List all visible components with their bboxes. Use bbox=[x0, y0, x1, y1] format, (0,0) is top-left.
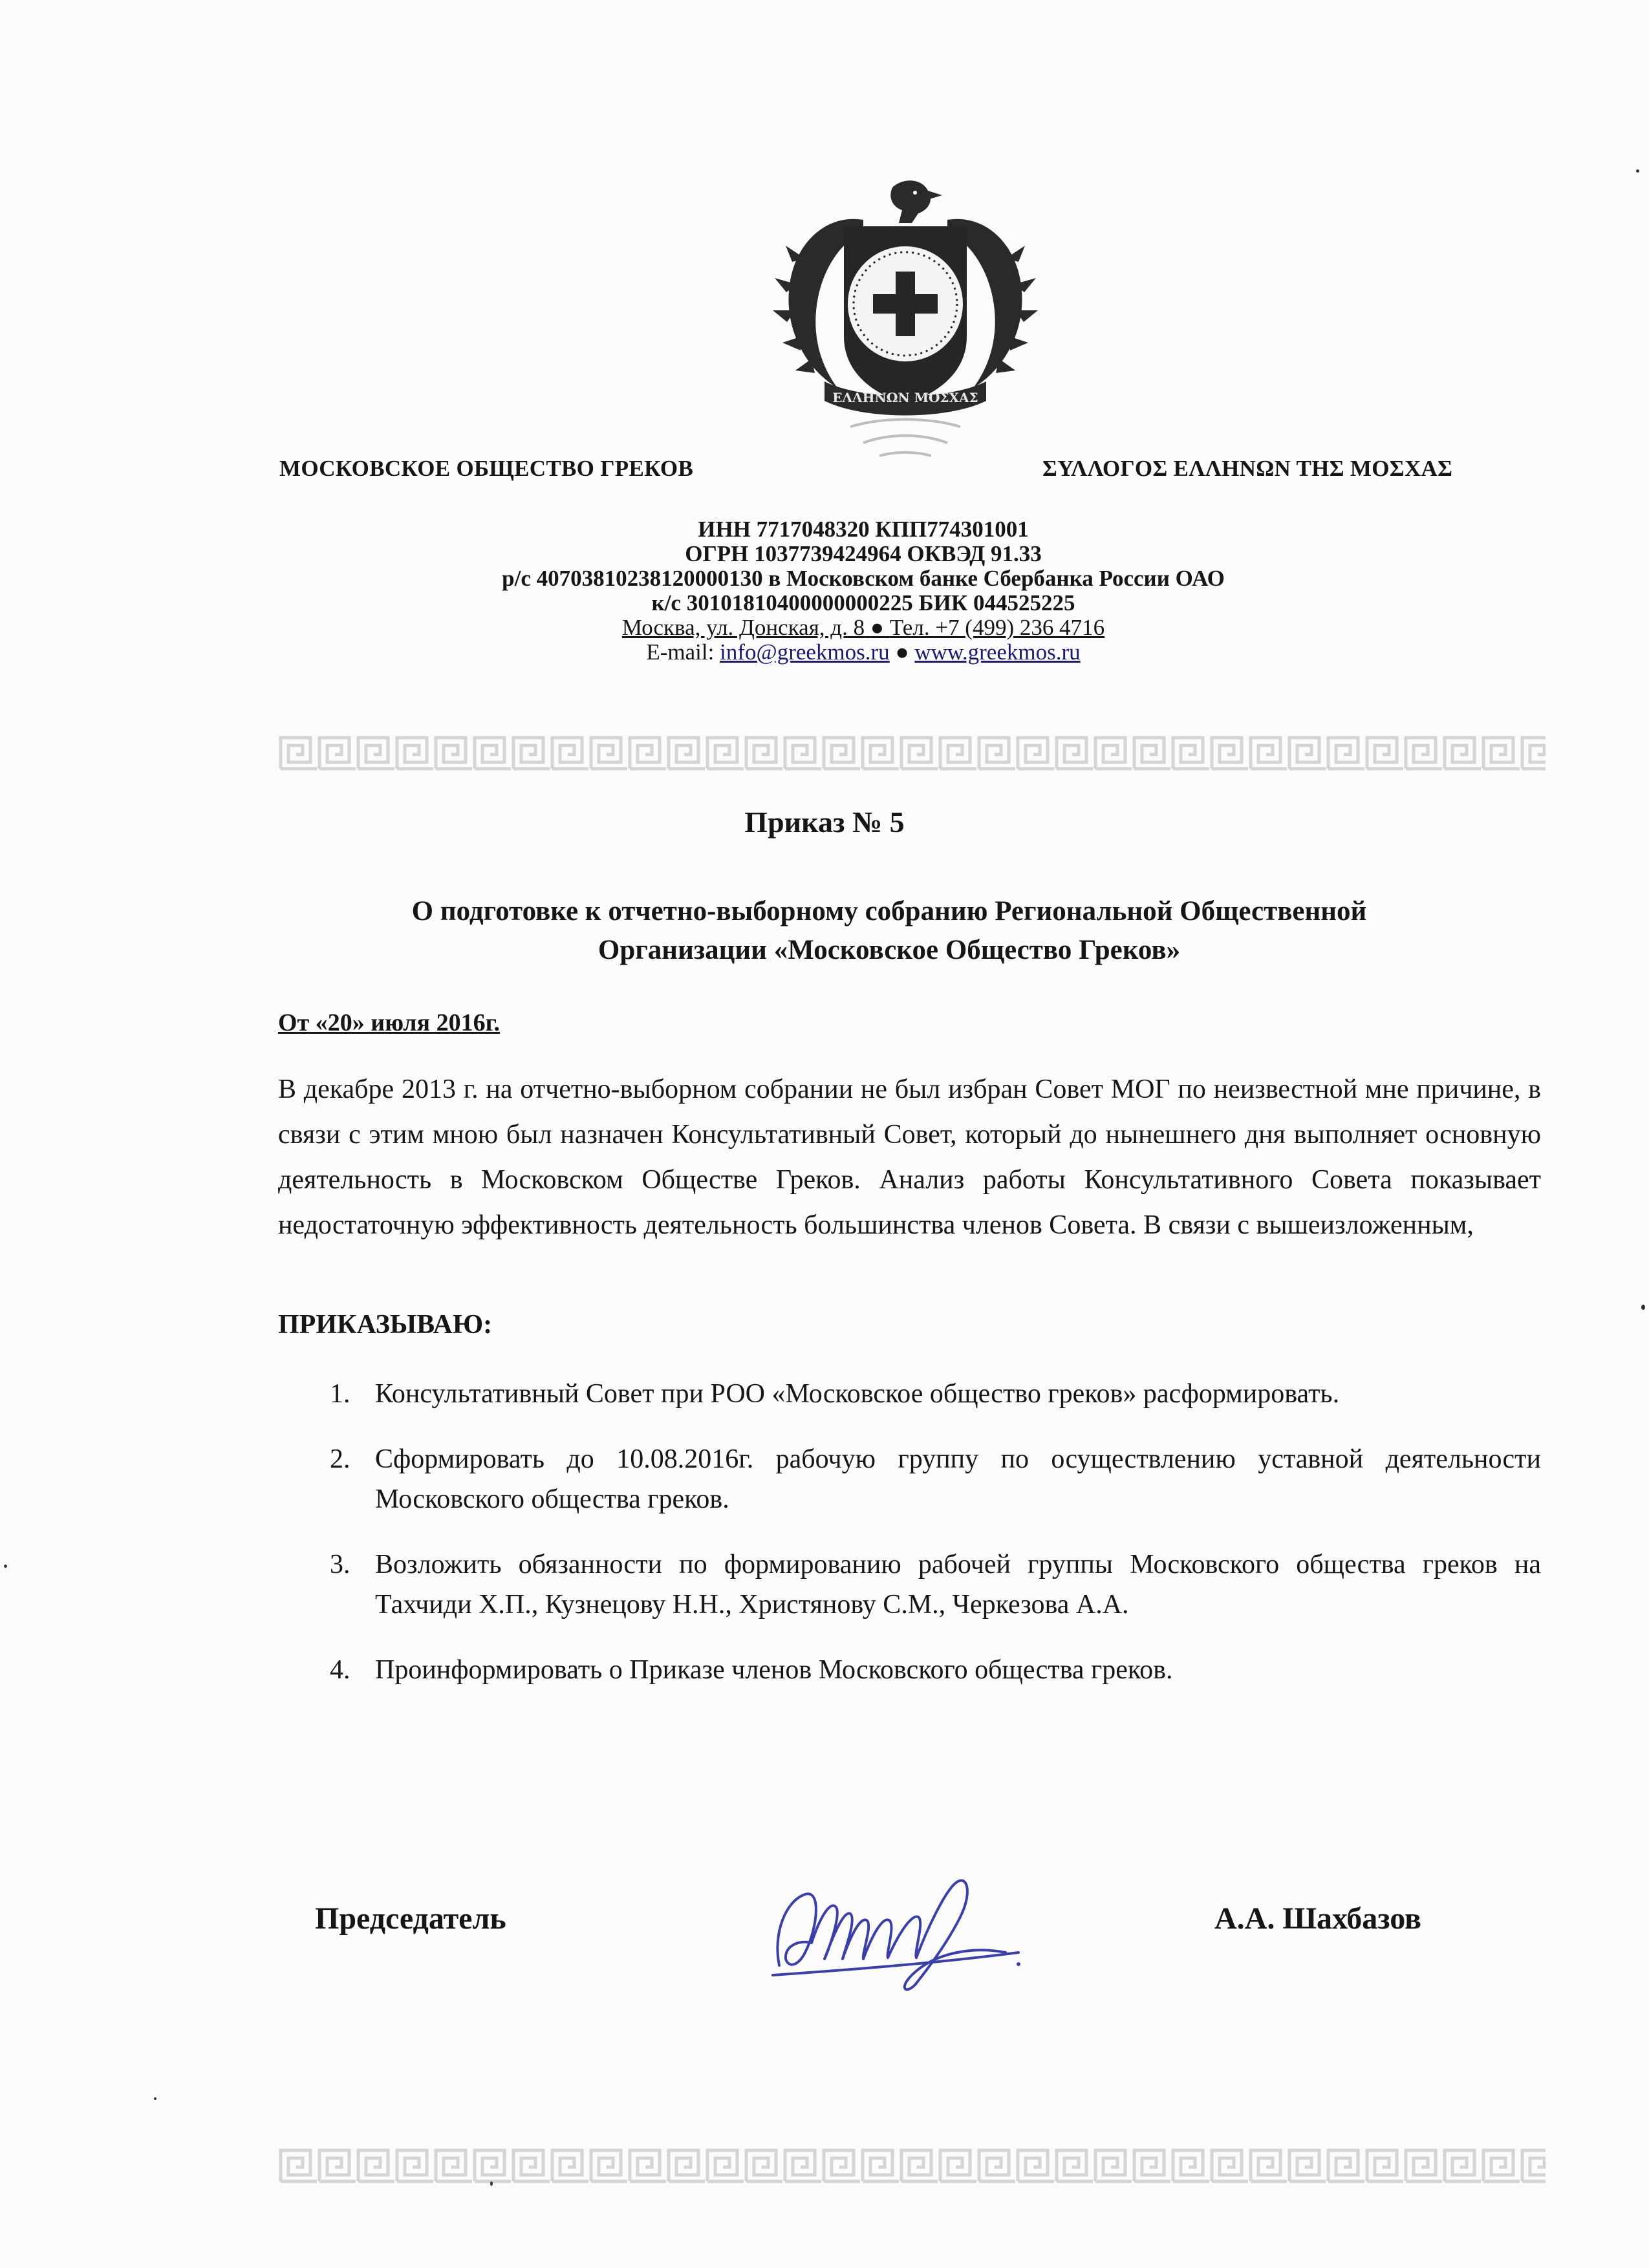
order-item-text: Сформировать до 10.08.2016г. рабочую группу по осуществлению уставной деятельности Московского общества греков. bbox=[375, 1444, 1541, 1514]
order-item-text: Возложить обязанности по формированию рабочей группы Московского общества греков на Тахчиди Х.П., Кузнецову Н.Н., Христянову С.М., Черкезова А.А. bbox=[375, 1550, 1541, 1620]
organization-name-russian: МОСКОВСКОЕ ОБЩЕСТВО ГРЕКОВ bbox=[279, 456, 694, 481]
scan-speck bbox=[154, 2097, 156, 2100]
order-item bbox=[330, 1650, 1541, 1690]
organization-name-greek: ΣΥΛΛΟΓΟΣ ΕΛΛΗΝΩΝ ΤΗΣ ΜΟΣΧΑΣ bbox=[1042, 456, 1453, 481]
website-link[interactable]: www.greekmos.ru bbox=[914, 639, 1081, 665]
order-item-number: 2. bbox=[330, 1444, 350, 1474]
shield-cross bbox=[844, 226, 967, 404]
greek-key-border-top bbox=[278, 734, 1546, 773]
corr-account-bik-line: к/с 30101810400000000225 БИК 044525225 bbox=[651, 590, 1075, 615]
scan-speck bbox=[490, 2181, 493, 2186]
crest-ribbon-text: ΕΛΛΗΝΩΝ ΜΟΣΧΑΣ bbox=[832, 390, 978, 405]
order-item-number: 3. bbox=[330, 1550, 350, 1579]
requisites-block bbox=[372, 517, 1355, 665]
document-title: Приказ № 5 bbox=[744, 806, 905, 839]
order-item-text: Консультативный Совет при РОО «Московское общество греков» расформировать. bbox=[375, 1379, 1340, 1409]
order-item-number: 4. bbox=[330, 1655, 350, 1685]
order-item bbox=[330, 1439, 1541, 1519]
intro-paragraph: В декабре 2013 г. на отчетно-выборном собрании не был избран Совет МОГ по неизвестной мне причине, в связи с этим мною был назначен Консультативный Совет, который до нынешнего дня выполняет основную деятельность в Московском Обществе Греков. Анализ работы Консультативного Совета показывает недостаточную эффективность деятельность большинства членов Совета. В связи с вышеизложенным, bbox=[278, 1075, 1541, 1240]
order-item-number: 1. bbox=[330, 1379, 350, 1409]
phone-text: Тел. +7 (499) 236 4716 bbox=[889, 615, 1105, 640]
address-text: Москва, ул. Донская, д. 8 bbox=[621, 615, 865, 640]
ogrn-okved-line: ОГРН 1037739424964 ОКВЭД 91.33 bbox=[685, 541, 1042, 566]
crest-base bbox=[850, 420, 960, 456]
signatory-role: Председатель bbox=[315, 1901, 506, 1936]
order-items-list bbox=[330, 1374, 1541, 1715]
inn-kpp-line: ИНН 7717048320 КПП774301001 bbox=[698, 517, 1029, 542]
address-phone-line bbox=[372, 615, 1355, 640]
bullet-separator: ● bbox=[870, 615, 885, 640]
order-item bbox=[330, 1374, 1541, 1414]
bank-account-line: р/с 40703810238120000130 в Московском банке Сбербанка России ОАО bbox=[502, 566, 1225, 591]
signatory-name: А.А. Шахбазов bbox=[1214, 1901, 1421, 1936]
document-subject: О подготовке к отчетно-выборному собранию Региональной Общественной Организации «Московское Общество Греков» bbox=[411, 896, 1367, 965]
document-date: От «20» июля 2016г. bbox=[278, 1009, 501, 1036]
email-link[interactable]: info@greekmos.ru bbox=[720, 639, 890, 665]
greek-key-border-bottom bbox=[278, 2146, 1546, 2185]
scan-speck bbox=[1636, 169, 1639, 173]
scan-speck bbox=[4, 1565, 7, 1568]
bullet-separator: ● bbox=[895, 639, 909, 665]
order-heading: ПРИКАЗЫВАЮ: bbox=[278, 1310, 493, 1340]
scan-speck bbox=[1641, 1305, 1645, 1310]
order-item bbox=[330, 1545, 1541, 1625]
order-item-text: Проинформировать о Приказе членов Московского общества греков. bbox=[375, 1655, 1173, 1685]
contact-line bbox=[372, 640, 1355, 665]
handwritten-signature bbox=[760, 1856, 1031, 1998]
society-crest-emblem bbox=[766, 175, 1044, 459]
eagle-head bbox=[890, 180, 942, 223]
email-label: E-mail: bbox=[646, 639, 715, 665]
